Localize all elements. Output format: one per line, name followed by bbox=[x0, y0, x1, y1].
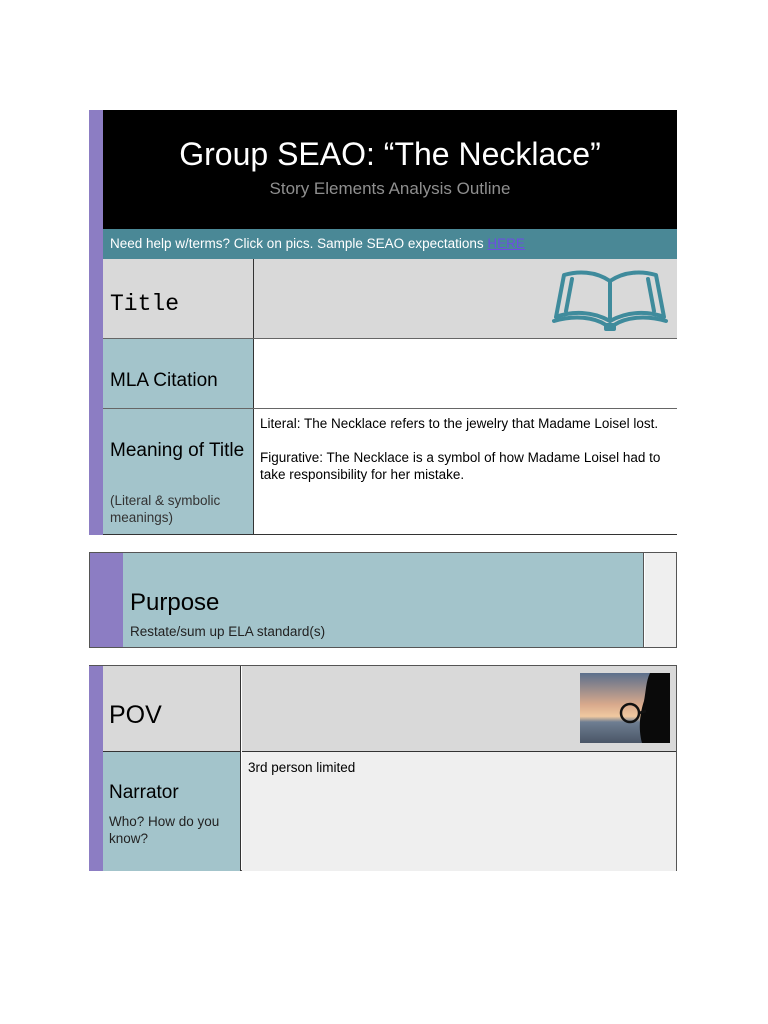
narrator-value-text: 3rd person limited bbox=[248, 760, 356, 775]
meaning-of-title-label: Meaning of Title bbox=[110, 440, 245, 461]
pov-section bbox=[89, 665, 677, 871]
narrator-label: Narrator bbox=[109, 782, 179, 803]
pov-label: POV bbox=[109, 701, 162, 729]
accent-bar bbox=[89, 110, 103, 535]
title-label-cell bbox=[103, 259, 253, 338]
literal-meaning-text: Literal: The Necklace refers to the jewelry that Madame Loisel lost. bbox=[260, 416, 659, 431]
figurative-meaning-text: Figurative: The Necklace is a symbol of how Madame Loisel had to take responsibility for her mistake. bbox=[260, 450, 661, 482]
purpose-sublabel: Restate/sum up ELA standard(s) bbox=[130, 624, 326, 639]
purpose-value-cell[interactable] bbox=[645, 553, 676, 647]
mla-citation-field[interactable] bbox=[254, 339, 677, 408]
help-bar bbox=[103, 229, 677, 259]
page-subtitle: Story Elements Analysis Outline bbox=[269, 179, 511, 198]
page-title: Group SEAO: “The Necklace” bbox=[179, 136, 601, 172]
mla-citation-label: MLA Citation bbox=[110, 370, 218, 391]
purpose-section bbox=[89, 552, 677, 648]
title-section bbox=[89, 110, 677, 535]
purpose-label: Purpose bbox=[130, 589, 220, 616]
mla-label-cell bbox=[103, 339, 253, 408]
title-value-cell bbox=[254, 259, 677, 338]
narrator-field[interactable] bbox=[242, 751, 676, 871]
glasses-sunset-photo[interactable] bbox=[580, 673, 670, 743]
pov-label-cell bbox=[103, 666, 241, 751]
meaning-of-title-field[interactable] bbox=[254, 409, 677, 535]
sample-expectations-link[interactable]: HERE bbox=[487, 236, 525, 251]
row-divider bbox=[103, 534, 677, 535]
narrator-sublabel: Who? How do you know? bbox=[109, 814, 220, 846]
pov-value-cell bbox=[242, 666, 676, 751]
header-banner bbox=[103, 110, 677, 229]
meaning-label-cell bbox=[103, 409, 253, 535]
meaning-of-title-sublabel: (Literal & symbolic meanings) bbox=[110, 493, 221, 525]
purpose-cell bbox=[123, 553, 644, 647]
accent-bar bbox=[90, 553, 123, 647]
title-label: Title bbox=[110, 291, 180, 317]
accent-bar bbox=[89, 666, 103, 871]
open-book-icon[interactable] bbox=[550, 265, 670, 331]
help-text: Need help w/terms? Click on pics. Sample SEAO expectations bbox=[110, 236, 488, 251]
narrator-label-cell bbox=[103, 751, 241, 871]
